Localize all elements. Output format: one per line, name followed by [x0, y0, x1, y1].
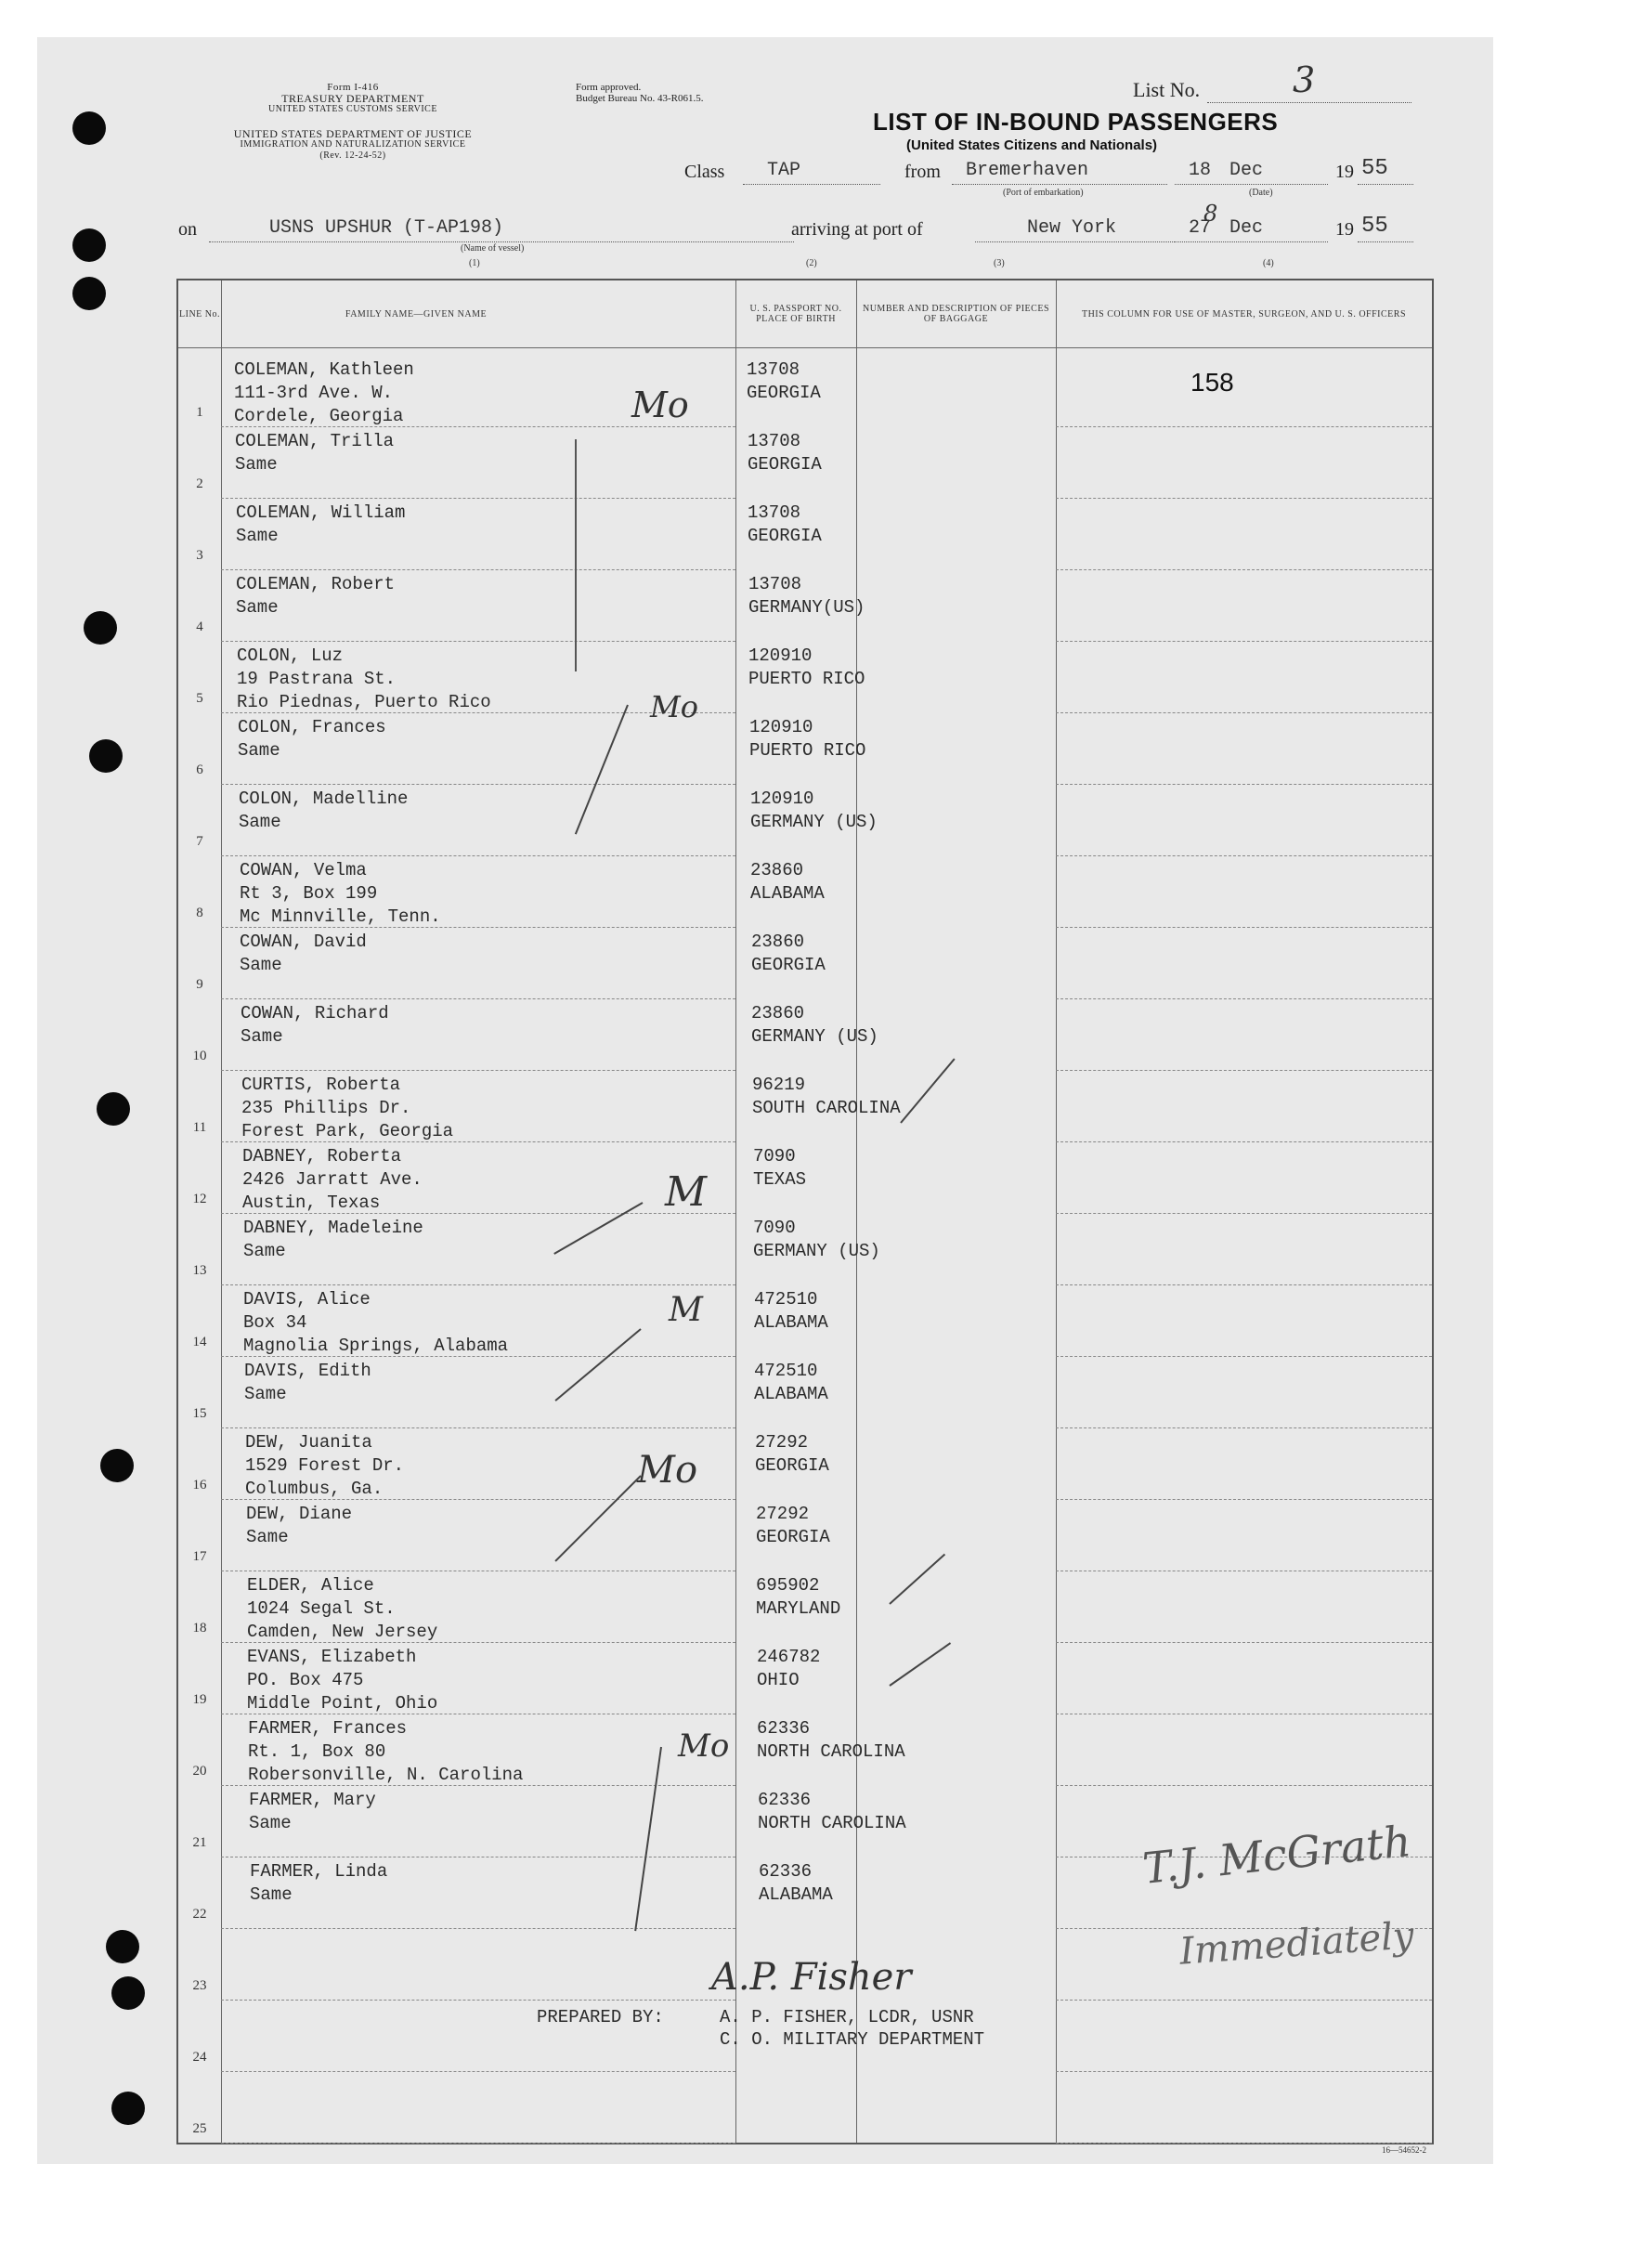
place-of-birth: TEXAS	[753, 1169, 807, 1190]
binder-hole	[111, 2092, 145, 2125]
row-divider	[1056, 498, 1432, 499]
passenger-address-2: Cordele, Georgia	[234, 406, 404, 426]
passenger-name: COWAN, Velma	[240, 860, 367, 880]
line-number: 13	[192, 1263, 207, 1278]
place-of-birth: SOUTH CAROLINA	[752, 1098, 901, 1118]
passenger-address-1: Same	[239, 812, 281, 832]
binder-hole	[72, 228, 106, 262]
col-divider	[856, 280, 857, 2143]
line-number: 5	[196, 691, 203, 706]
row-divider	[221, 569, 735, 570]
embark-day: 18	[1189, 160, 1212, 181]
dept-treasury: TREASURY DEPARTMENT	[281, 92, 424, 105]
officer-signature-2: Immediately	[1177, 1914, 1416, 1974]
passenger-address-1: Rt. 1, Box 80	[248, 1741, 386, 1762]
passenger-address-2: Forest Park, Georgia	[241, 1121, 454, 1141]
passenger-address-1: Same	[240, 955, 282, 975]
passenger-address-1: Same	[235, 454, 278, 475]
row-divider	[221, 1642, 735, 1643]
row-divider	[1056, 1070, 1432, 1071]
bracket-line	[575, 439, 577, 671]
passport-number: 7090	[753, 1218, 796, 1238]
dept-justice: UNITED STATES DEPARTMENT OF JUSTICE	[233, 127, 473, 140]
passenger-name: DAVIS, Alice	[243, 1289, 371, 1310]
column-number-3: (3)	[994, 258, 1005, 268]
place-of-birth: NORTH CAROLINA	[757, 1741, 905, 1762]
binder-hole	[89, 739, 123, 773]
passenger-name: DABNEY, Roberta	[242, 1146, 402, 1167]
place-of-birth: GERMANY(US)	[748, 597, 865, 618]
row-divider	[1056, 1785, 1432, 1786]
place-of-birth: GERMANY (US)	[750, 812, 878, 832]
from-label: from	[904, 162, 941, 182]
passenger-address-1: Same	[238, 740, 280, 761]
embark-year: 55	[1361, 156, 1388, 181]
passenger-address-1: Same	[246, 1527, 289, 1547]
passenger-address-1: 235 Phillips Dr.	[241, 1098, 411, 1118]
passport-number: 13708	[747, 359, 800, 380]
col-divider	[221, 280, 222, 2143]
passenger-name: COWAN, David	[240, 932, 367, 952]
place-of-birth: GEORGIA	[756, 1527, 830, 1547]
passenger-address-1: Same	[236, 526, 279, 546]
date-underline	[1175, 184, 1328, 185]
arrival-year-underline	[1358, 241, 1413, 242]
embark-month: Dec	[1229, 160, 1264, 181]
arrival-date-underline	[1175, 241, 1328, 242]
line-number: 2	[196, 476, 203, 491]
vessel-underline	[209, 241, 794, 242]
row-divider	[221, 641, 735, 642]
line-number: 3	[196, 548, 203, 563]
passport-number: 13708	[748, 502, 801, 523]
passport-number: 246782	[757, 1647, 821, 1667]
passport-number: 23860	[751, 1003, 805, 1023]
line-number: 16	[192, 1478, 207, 1492]
header-divider	[178, 347, 1432, 348]
row-divider	[221, 927, 735, 928]
passenger-address-1: PO. Box 475	[247, 1670, 364, 1690]
passenger-address-1: 111-3rd Ave. W.	[234, 383, 394, 403]
passenger-name: COWAN, Richard	[241, 1003, 389, 1023]
row-divider	[1056, 1284, 1432, 1285]
passenger-address-2: Magnolia Springs, Alabama	[243, 1336, 509, 1356]
passenger-name: COLON, Madelline	[239, 789, 409, 809]
passenger-name: COLON, Luz	[237, 645, 344, 666]
passport-number: 27292	[755, 1432, 809, 1453]
row-divider	[221, 784, 735, 785]
hand-mark: Mo	[678, 1727, 730, 1765]
binder-hole	[84, 611, 117, 645]
hand-mark: M	[665, 1168, 708, 1216]
row-divider	[221, 1928, 735, 1929]
document-sheet	[37, 37, 1493, 2164]
prepared-by-title: C. O. MILITARY DEPARTMENT	[720, 2029, 985, 2050]
row-divider	[221, 1141, 735, 1142]
class-label: Class	[684, 162, 725, 182]
place-of-birth: GEORGIA	[748, 454, 822, 475]
passenger-address-1: Same	[241, 1026, 283, 1047]
place-of-birth: GEORGIA	[747, 383, 821, 403]
passport-number: 472510	[754, 1289, 818, 1310]
passport-number: 472510	[754, 1361, 818, 1381]
passenger-address-1: 2426 Jarratt Ave.	[242, 1169, 423, 1190]
passport-number: 13708	[748, 431, 801, 451]
row-divider	[1056, 2000, 1432, 2001]
vessel-name: USNS UPSHUR (T-AP198)	[269, 217, 504, 239]
row-divider	[1056, 1642, 1432, 1643]
arrival-port-underline	[975, 241, 1175, 242]
binder-hole	[97, 1092, 130, 1126]
hand-mark: Mo	[650, 689, 699, 724]
place-of-birth: ALABAMA	[750, 883, 825, 904]
on-label: on	[178, 219, 197, 240]
place-of-birth: ALABAMA	[754, 1312, 828, 1333]
prepared-by-label: PREPARED BY:	[537, 2007, 664, 2027]
form-revision: (Rev. 12-24-52)	[319, 150, 386, 161]
line-number: 18	[192, 1621, 207, 1636]
vessel-caption: (Name of vessel)	[461, 243, 525, 254]
preparer-signature: A.P. Fisher	[711, 1956, 912, 1999]
passport-number: 695902	[756, 1575, 820, 1596]
row-divider	[221, 1427, 735, 1428]
col-divider	[735, 280, 736, 2143]
row-divider	[1056, 855, 1432, 856]
footer-code: 16—54652-2	[1382, 2145, 1426, 2155]
row-divider	[221, 1356, 735, 1357]
passenger-name: DAVIS, Edith	[244, 1361, 371, 1381]
row-divider	[221, 1785, 735, 1786]
passport-number: 23860	[750, 860, 804, 880]
row-divider	[1056, 1141, 1432, 1142]
binder-hole	[111, 1976, 145, 2010]
passenger-address-1: 1024 Segal St.	[247, 1598, 396, 1619]
line-number: 6	[196, 763, 203, 777]
place-of-birth: ALABAMA	[759, 1884, 833, 1905]
passenger-address-1: Same	[243, 1241, 286, 1261]
passport-number: 23860	[751, 932, 805, 952]
binder-hole	[106, 1930, 139, 1963]
list-no-label: List No.	[1133, 78, 1201, 101]
passport-number: 62336	[759, 1861, 813, 1882]
line-number: 15	[192, 1406, 207, 1421]
passenger-name: COLEMAN, Robert	[236, 574, 396, 594]
line-number: 11	[192, 1120, 207, 1135]
row-divider	[1056, 998, 1432, 999]
line-number: 8	[196, 906, 203, 920]
passenger-address-1: Box 34	[243, 1312, 307, 1333]
column-header-officers: THIS COLUMN FOR USE OF MASTER, SURGEON, AND U. S. OFFICERS	[1081, 308, 1407, 319]
passenger-address-1: Rt 3, Box 199	[240, 883, 378, 904]
passenger-address-2: Columbus, Ga.	[245, 1479, 384, 1499]
from-underline	[952, 184, 1167, 185]
passenger-address-2: Mc Minnville, Tenn.	[240, 906, 441, 927]
embarkation-port: Bremerhaven	[966, 160, 1089, 181]
line-number: 20	[192, 1764, 207, 1779]
passenger-address-1: Same	[250, 1884, 293, 1905]
line-number: 4	[196, 619, 203, 634]
passenger-name: ELDER, Alice	[247, 1575, 374, 1596]
passenger-name: COLEMAN, Trilla	[235, 431, 395, 451]
form-number: Form I-416	[327, 82, 379, 93]
passenger-name: FARMER, Linda	[250, 1861, 388, 1882]
passenger-name: FARMER, Frances	[248, 1718, 408, 1739]
place-of-birth: GEORGIA	[755, 1455, 829, 1476]
place-of-birth: GEORGIA	[748, 526, 822, 546]
form-approved: Form approved.	[576, 82, 642, 93]
line-number: 21	[192, 1835, 207, 1850]
class-value: TAP	[767, 160, 801, 181]
line-number: 23	[192, 1978, 207, 1993]
passport-number: 62336	[757, 1718, 811, 1739]
year-prefix: 19	[1335, 162, 1354, 182]
place-of-birth: MARYLAND	[756, 1598, 841, 1619]
passenger-name: COLEMAN, William	[236, 502, 406, 523]
passenger-address-2: Austin, Texas	[242, 1193, 381, 1213]
passport-number: 120910	[750, 789, 814, 809]
line-number: 10	[192, 1049, 207, 1063]
passenger-address-2: Camden, New Jersey	[247, 1622, 438, 1642]
column-header-name: FAMILY NAME—GIVEN NAME	[345, 308, 488, 319]
place-of-birth: GEORGIA	[751, 955, 826, 975]
line-number: 24	[192, 2050, 207, 2065]
passenger-name: DEW, Juanita	[245, 1432, 372, 1453]
row-divider	[1056, 927, 1432, 928]
row-divider	[1056, 569, 1432, 570]
place-of-birth: OHIO	[757, 1670, 800, 1690]
passenger-address-1: 1529 Forest Dr.	[245, 1455, 405, 1476]
passenger-name: CURTIS, Roberta	[241, 1075, 401, 1095]
passenger-name: COLON, Frances	[238, 717, 386, 737]
row-divider	[221, 1284, 735, 1285]
passport-number: 62336	[758, 1790, 812, 1810]
passport-number: 96219	[752, 1075, 806, 1095]
page-title: LIST OF IN-BOUND PASSENGERS	[873, 108, 1279, 136]
row-divider	[1056, 784, 1432, 785]
row-divider	[1056, 712, 1432, 713]
row-divider	[1056, 1356, 1432, 1357]
column-number-1: (1)	[469, 258, 480, 268]
line-number: 22	[192, 1907, 207, 1922]
passenger-address-1: 19 Pastrana St.	[237, 669, 397, 689]
passenger-address-2: Middle Point, Ohio	[247, 1693, 438, 1714]
row-divider	[221, 498, 735, 499]
row-divider	[1056, 1213, 1432, 1214]
passenger-name: COLEMAN, Kathleen	[234, 359, 414, 380]
dept-immigration: IMMIGRATION AND NATURALIZATION SERVICE	[240, 139, 466, 150]
line-number: 7	[196, 834, 203, 849]
line-number: 14	[192, 1335, 207, 1349]
place-of-birth: GERMANY (US)	[753, 1241, 880, 1261]
row-divider	[221, 2071, 735, 2072]
row-divider	[221, 2000, 735, 2001]
passport-number: 120910	[748, 645, 813, 666]
officer-number: 158	[1190, 368, 1234, 397]
arrival-month: Dec	[1229, 217, 1264, 239]
passport-number: 13708	[748, 574, 802, 594]
line-number: 12	[192, 1192, 207, 1206]
column-number-2: (2)	[806, 258, 817, 268]
passport-number: 7090	[753, 1146, 796, 1167]
place-of-birth: PUERTO RICO	[749, 740, 866, 761]
passenger-address-1: Same	[236, 597, 279, 618]
line-number: 25	[192, 2121, 207, 2136]
passport-number: 27292	[756, 1504, 810, 1524]
hand-mark: M	[669, 1291, 703, 1329]
port-embarkation-caption: (Port of embarkation)	[1003, 188, 1084, 198]
row-divider	[221, 855, 735, 856]
passenger-address-2: Robersonville, N. Carolina	[248, 1765, 524, 1785]
date-caption: (Date)	[1249, 188, 1273, 198]
year-underline	[1358, 184, 1413, 185]
passenger-name: DABNEY, Madeleine	[243, 1218, 423, 1238]
row-divider	[1056, 2143, 1432, 2144]
arriving-label: arriving at port of	[791, 219, 923, 240]
page-subtitle: (United States Citizens and Nationals)	[906, 137, 1158, 153]
arrival-year: 55	[1361, 214, 1388, 239]
passenger-address-1: Same	[244, 1384, 287, 1404]
hand-mark: Mo	[637, 1449, 698, 1492]
arrival-day: 27	[1189, 217, 1212, 239]
place-of-birth: NORTH CAROLINA	[758, 1813, 906, 1833]
officer-signature: T.J. McGrath	[1139, 1816, 1413, 1894]
binder-hole	[100, 1449, 134, 1482]
column-number-4: (4)	[1263, 258, 1274, 268]
place-of-birth: ALABAMA	[754, 1384, 828, 1404]
arrival-day-correction: 8	[1203, 201, 1218, 227]
hand-mark: Mo	[631, 385, 689, 425]
row-divider	[221, 1070, 735, 1071]
line-number: 9	[196, 977, 203, 992]
row-divider	[221, 2143, 735, 2144]
arrival-port: New York	[1027, 217, 1117, 239]
row-divider	[1056, 641, 1432, 642]
column-header-passport: U. S. PASSPORT NO. PLACE OF BIRTH	[749, 304, 842, 324]
list-no-underline	[1207, 102, 1411, 103]
list-no-value: 3	[1293, 59, 1316, 100]
row-divider	[1056, 426, 1432, 427]
column-header-line-no: LINE No.	[179, 308, 220, 319]
binder-hole	[72, 277, 106, 310]
passenger-address-2: Rio Piednas, Puerto Rico	[237, 692, 491, 712]
dept-customs: UNITED STATES CUSTOMS SERVICE	[268, 104, 437, 114]
binder-hole	[72, 111, 106, 145]
class-underline	[743, 184, 880, 185]
row-divider	[221, 1213, 735, 1214]
line-number: 1	[196, 405, 203, 420]
place-of-birth: GERMANY (US)	[751, 1026, 878, 1047]
place-of-birth: PUERTO RICO	[748, 669, 865, 689]
year-prefix-2: 19	[1335, 219, 1354, 240]
passenger-name: EVANS, Elizabeth	[247, 1647, 417, 1667]
prepared-by-name: A. P. FISHER, LCDR, USNR	[720, 2007, 974, 2027]
passenger-name: FARMER, Mary	[249, 1790, 376, 1810]
row-divider	[221, 1499, 735, 1500]
row-divider	[1056, 1427, 1432, 1428]
passport-number: 120910	[749, 717, 813, 737]
col-divider	[1056, 280, 1057, 2143]
passenger-address-1: Same	[249, 1813, 292, 1833]
row-divider	[221, 998, 735, 999]
column-header-baggage: NUMBER AND DESCRIPTION OF PIECES OF BAGGAGE	[862, 304, 1050, 324]
budget-bureau: Budget Bureau No. 43-R061.5.	[576, 93, 704, 104]
row-divider	[1056, 1499, 1432, 1500]
row-divider	[1056, 2071, 1432, 2072]
line-number: 17	[192, 1549, 207, 1564]
line-number: 19	[192, 1692, 207, 1707]
row-divider	[221, 426, 735, 427]
passenger-name: DEW, Diane	[246, 1504, 353, 1524]
